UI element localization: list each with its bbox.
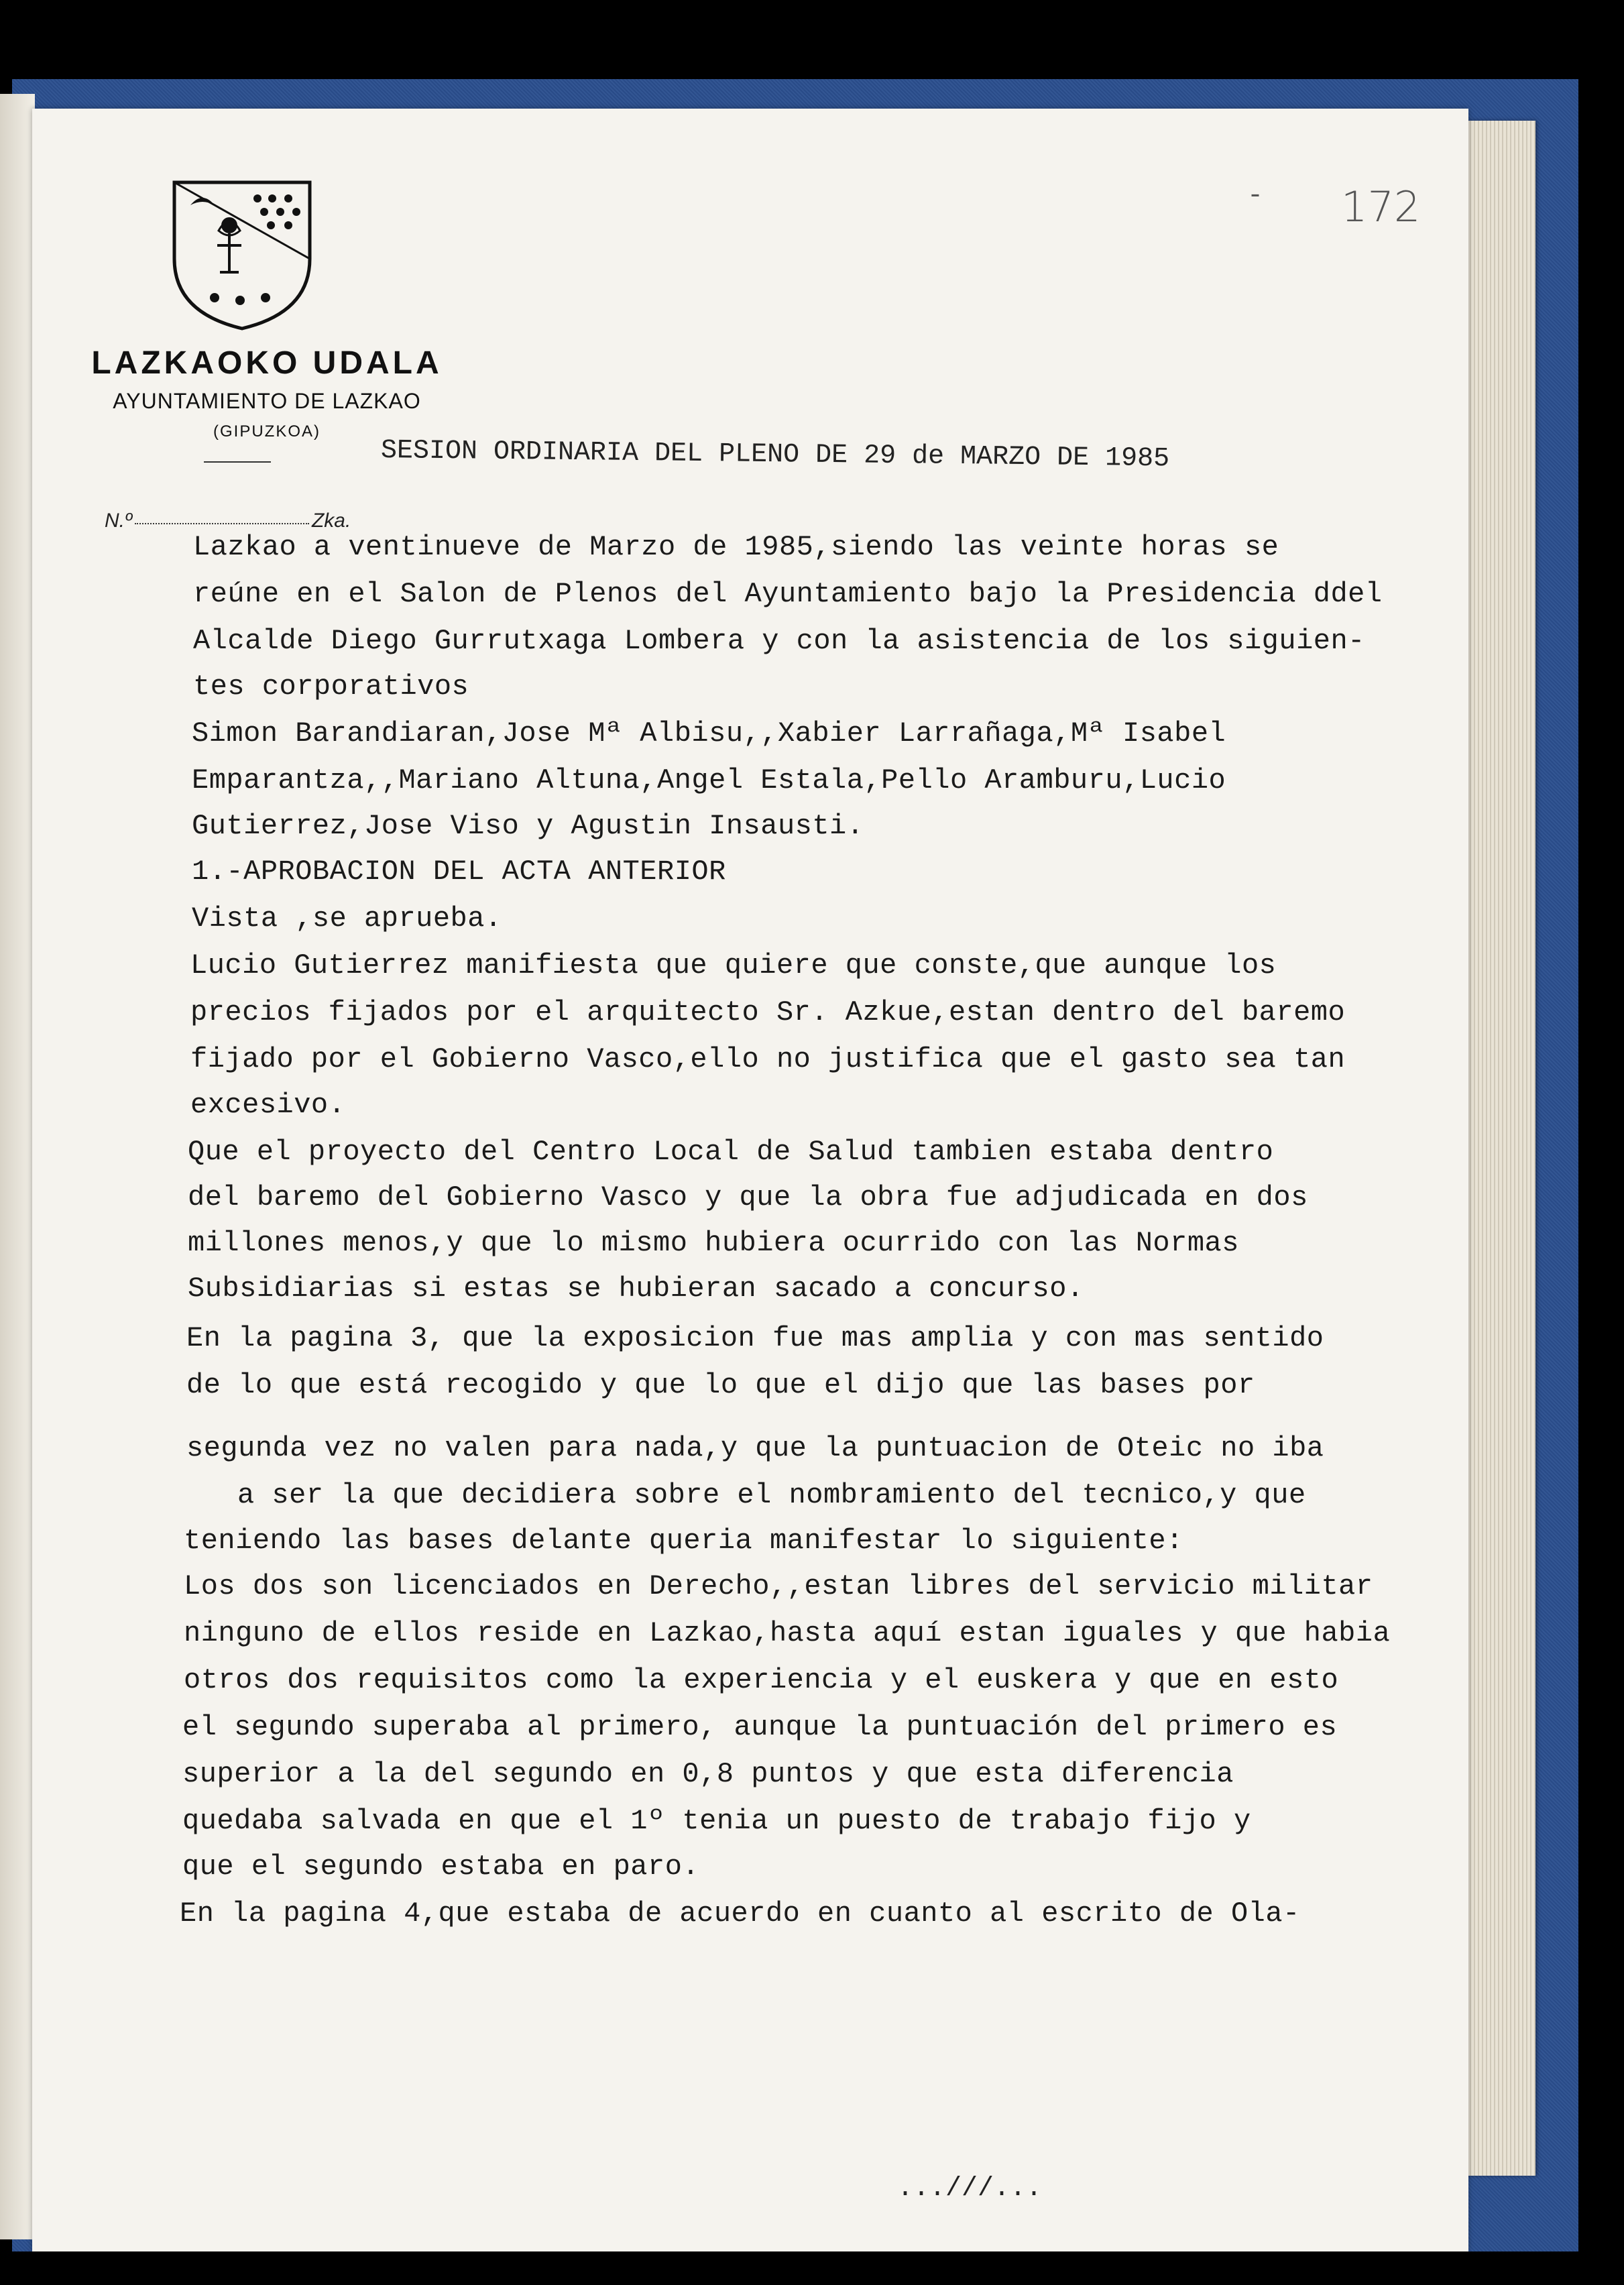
text-line: Alcalde Diego Gurrutxaga Lombera y con la asistencia de los siguien- bbox=[193, 625, 1365, 657]
text-line: En la pagina 4,que estaba de acuerdo en cuanto al escrito de Ola- bbox=[180, 1897, 1300, 1930]
text-line: teniendo las bases delante queria manifestar lo siguiente: bbox=[184, 1525, 1183, 1557]
text-line: Que el proyecto del Centro Local de Salud tambien estaba dentro bbox=[188, 1136, 1274, 1168]
text-line: En la pagina 3, que la exposicion fue mas amplia y con mas sentido bbox=[186, 1322, 1324, 1354]
text-line: que el segundo estaba en paro. bbox=[182, 1851, 700, 1883]
text-line: excesivo. bbox=[190, 1089, 346, 1121]
province-label: (GIPUZKOA) bbox=[213, 422, 321, 441]
text-line: reúne en el Salon de Plenos del Ayuntamiento bajo la Presidencia ddel bbox=[193, 578, 1383, 610]
text-line: millones menos,y que lo mismo hubiera ocurrido con las Normas bbox=[188, 1227, 1239, 1259]
text-line: superior a la del segundo en 0,8 puntos y que esta diferencia bbox=[182, 1758, 1234, 1790]
header-divider bbox=[204, 461, 271, 463]
text-line: precios fijados por el arquitecto Sr. Azkue,estan dentro del baremo bbox=[190, 996, 1346, 1029]
number-label: N.º bbox=[105, 510, 132, 532]
number-blank bbox=[135, 523, 309, 524]
text-line: a ser la que decidiera sobre el nombramiento del tecnico,y que bbox=[237, 1479, 1306, 1511]
coat-of-arms-icon bbox=[170, 178, 314, 331]
text-line: Subsidiarias si estas se hubieran sacado a concurso. bbox=[188, 1273, 1084, 1305]
continuation-mark: ...///... bbox=[897, 2174, 1043, 2204]
text-line: Lazkao a ventinueve de Marzo de 1985,siendo las veinte horas se bbox=[193, 531, 1279, 563]
text-line: otros dos requisitos como la experiencia y el euskera y que en esto bbox=[184, 1664, 1339, 1696]
page-number: 172 bbox=[1341, 182, 1421, 231]
number-field bbox=[105, 510, 351, 532]
text-line: Gutierrez,Jose Viso y Agustin Insausti. bbox=[192, 810, 864, 842]
text-line: Vista ,se aprueba. bbox=[192, 902, 502, 935]
page-dash: - bbox=[1247, 181, 1264, 211]
text-line: tes corporativos bbox=[193, 670, 469, 703]
number-suffix: Zka. bbox=[311, 510, 351, 532]
text-line: del baremo del Gobierno Vasco y que la obra fue adjudicada en dos bbox=[188, 1181, 1308, 1214]
text-line: el segundo superaba al primero, aunque la puntuación del primero es bbox=[182, 1711, 1338, 1743]
section-heading: 1.-APROBACION DEL ACTA ANTERIOR bbox=[192, 856, 726, 888]
org-subtitle: AYUNTAMIENTO DE LAZKAO bbox=[113, 389, 421, 413]
text-line: ninguno de ellos reside en Lazkao,hasta aquí estan iguales y que habia bbox=[184, 1617, 1391, 1649]
text-line: de lo que está recogido y que lo que el dijo que las bases por bbox=[186, 1369, 1255, 1401]
text-line: segunda vez no valen para nada,y que la puntuacion de Oteic no iba bbox=[186, 1432, 1324, 1464]
text-line: Emparantza,,Mariano Altuna,Angel Estala,Pello Aramburu,Lucio bbox=[192, 764, 1226, 797]
text-line: quedaba salvada en que el 1º tenia un puesto de trabajo fijo y bbox=[182, 1805, 1251, 1837]
text-line: Simon Barandiaran,Jose Mª Albisu,,Xabier Larrañaga,Mª Isabel bbox=[192, 717, 1226, 750]
text-line: Los dos son licenciados en Derecho,,estan libres del servicio militar bbox=[184, 1570, 1373, 1602]
left-page-edge bbox=[0, 94, 35, 2239]
text-line: Lucio Gutierrez manifiesta que quiere que conste,que aunque los bbox=[190, 949, 1277, 982]
text-line: fijado por el Gobierno Vasco,ello no justifica que el gasto sea tan bbox=[190, 1043, 1346, 1075]
org-name: LAZKAOKO UDALA bbox=[91, 345, 443, 381]
document-title: SESION ORDINARIA DEL PLENO DE 29 de MARZO DE 1985 bbox=[380, 436, 1170, 475]
document-page bbox=[32, 109, 1468, 2251]
